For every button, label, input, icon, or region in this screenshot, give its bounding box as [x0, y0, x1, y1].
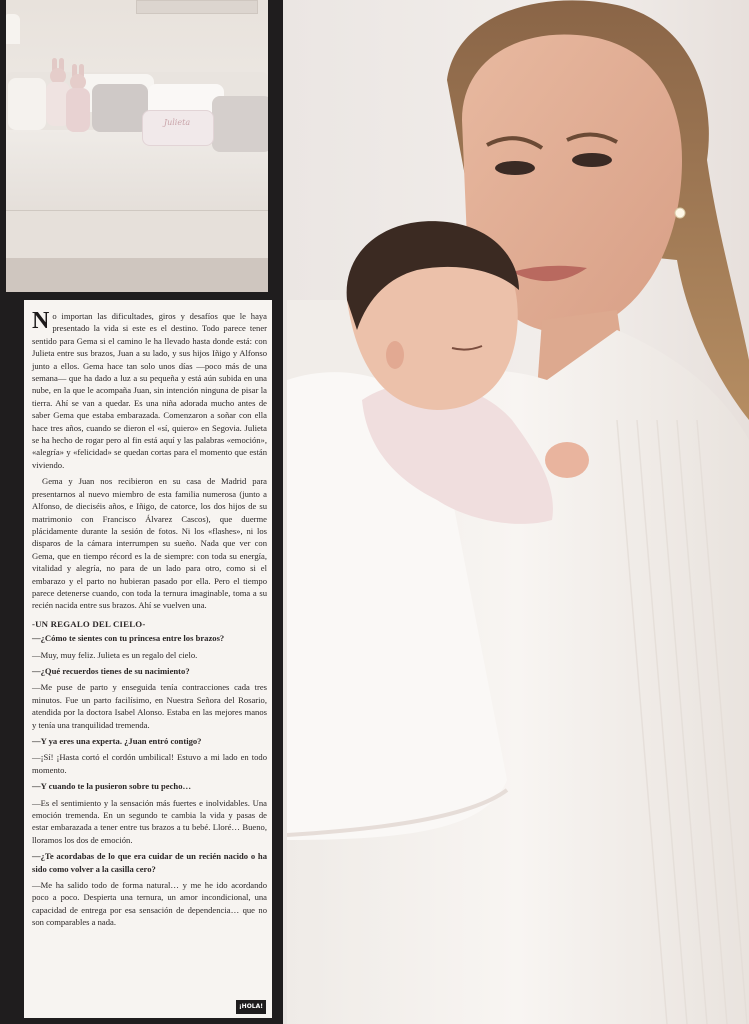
interview-question: —Y cuando te la pusieron sobre tu pecho…	[32, 781, 192, 792]
baby-hand	[545, 442, 589, 478]
pillow-embroidery: Julieta	[163, 118, 191, 127]
article-body	[24, 300, 272, 1018]
name-cushion	[142, 110, 214, 146]
interview-question: —¿Qué recuerdos tienes de su nacimiento?	[32, 665, 190, 676]
earring	[675, 208, 685, 218]
portrait-illustration	[287, 0, 749, 1024]
interview-answer: —Me ha salido todo de forma natural… y me he ido acordando poco a poco. Despierta una ternura, un amor incondicional, una capacidad de entrega por esa sensación de dependencia… que no son comparables a nada.	[32, 880, 267, 928]
intro-paragraph	[32, 310, 267, 471]
interview-answer: —¡Sí! ¡Hasta cortó el cordón umbilical! Estuvo a mi lado en todo momento.	[32, 752, 267, 775]
lamp	[6, 14, 20, 44]
mother-eye	[495, 161, 535, 175]
cushion	[8, 78, 46, 130]
cushion	[212, 96, 268, 152]
intro-text: o importan las dificultades, giros y desafíos que le haya presentado la vida si este es el destino. Todo parece tener sentido para Gema si el camino le ha llevado hasta donde está: con Julieta entre sus brazos, Juan a su lado, y sus hijos Iñigo y Alfonso junto a ellos. Gema hace tan solo unos días —poco más de una semana— que ha dado a luz a su pequeña y está aún subida en una nube, en la que le acompaña Juan, sin intención ninguna de pisar la tierra. Ahí se van a quedar. Es una niña adorada mucho antes de saber Gema que estaba embarazada. Comenzaron a soñar con ella hace tres años, cuando se dieron el «sí, quiero» en Segovia. Julieta se ha hecho de rogar pero al fin está aquí y las palabras «emoción», «alegría» y «felicidad» se quedan cortas para el momento que están viviendo.	[32, 311, 267, 470]
drop-cap: N	[32, 308, 50, 334]
interview-question: —¿Cómo te sientes con tu princesa entre los brazos?	[32, 633, 225, 644]
cushion	[92, 84, 148, 132]
body-paragraph: Gema y Juan nos recibieron en su casa de Madrid para presentarnos al nuevo miembro de esta familia numerosa (junto a Alfonso, de dieciséis años, e Iñigo, de catorce, los dos hijos de su matrimonio con Francisco Álvarez Cascos), que duerme plácidamente durante la sesión de fotos. Ni los «flashes», ni los disparos de la cámara interrumpen su sueño. Nada que ver con Gema, que en tiempo récord es la de siempre: con toda su energía, vitalidad y alegría, no para de un lado para otro, como si el embarazo y el parto no hubieran pasado por ella. Pero el tiempo parece detenerse cuando, con toda la ternura imaginable, toma a su recién nacida entre sus brazos. Ahí se vuelven una.	[32, 476, 267, 611]
mother-baby-portrait	[287, 0, 749, 1024]
nursery-photo	[6, 0, 268, 292]
interview-answer: —Me puse de parto y enseguida tenía contracciones cada tres minutos. Fue un parto facilísimo, en Nuestra Señora del Rosario, atendida por la doctora Isabel Alonso. Estaba en las mejores manos y tenía una tranquilidad tremenda.	[32, 682, 267, 730]
baby-ear	[386, 341, 404, 369]
interview-answer: —Muy, muy feliz. Julieta es un regalo del cielo.	[32, 649, 198, 660]
interview-answer: —Es el sentimiento y la sensación más fuertes e inolvidables. Una emoción tremenda. En un segundo te cambia la vida y pasas de estar embarazada a tener entre tus brazos a tu bebé. Lloré… Bueno, lloramos los dos de emoción.	[32, 797, 267, 845]
mother-eye	[572, 153, 612, 167]
floor	[6, 258, 268, 292]
interview-question: —¿Te acordabas de lo que era cuidar de un recién nacido o ha sido como volver a la casilla cero?	[32, 851, 267, 874]
toy-bunny	[64, 64, 90, 134]
section-heading: -UN REGALO DEL CIELO-	[32, 618, 146, 629]
interview-question: —Y ya eres una experta. ¿Juan entró contigo?	[32, 736, 202, 746]
magazine-logo: ¡HOLA!	[236, 1000, 266, 1014]
wall-frame	[136, 0, 258, 14]
sofa-front	[6, 210, 268, 259]
interview-qa	[32, 632, 267, 929]
